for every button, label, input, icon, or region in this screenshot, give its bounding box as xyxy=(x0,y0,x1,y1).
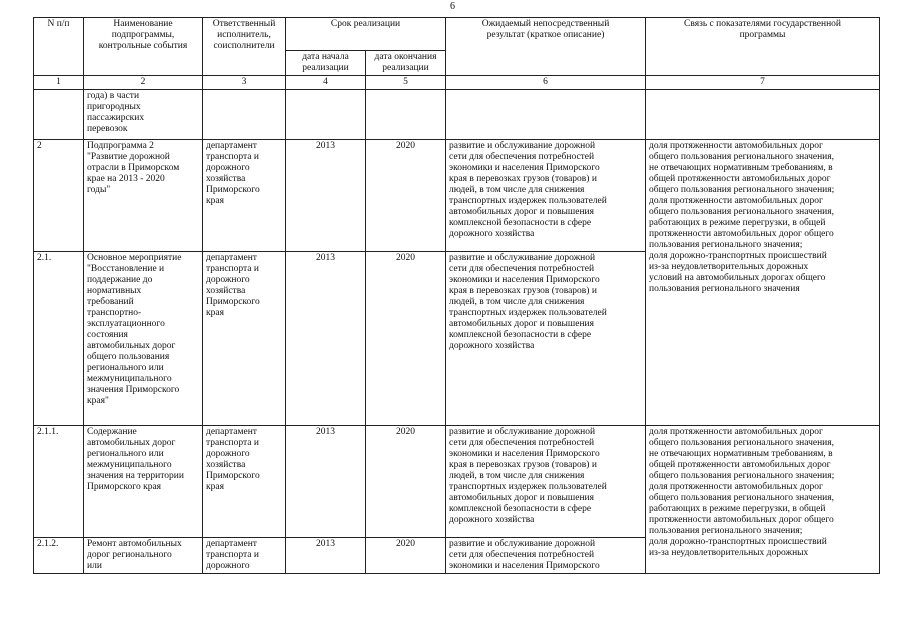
page-number: 6 xyxy=(450,1,455,12)
row-start: 2013 xyxy=(286,140,366,252)
header-end: дата окончания реализации xyxy=(366,51,446,76)
row-responsible: департамент транспорта и дорожного хозяйства Приморского края xyxy=(203,426,286,538)
row-link: доля протяженности автомобильных дорог общего пользования регионального значения, не отвечающих нормативным требованиям, в общей протяженности автомобильных дорог общего пользования регионального значения; доля протяженности автомобильных дорог общего пользования регионального значения, работающих в режиме перегрузки, в общей протяженности автомобильных дорог общего пользования регионального значения; доля дорожно-транспортных происшествий из-за неудовлетворительных дорожных xyxy=(646,426,880,574)
row-name: Основное мероприятие "Восстановление и поддержание до нормативных требований транспортно- эксплуатационного состояния автомобильных дорог общего пользования регионального или межмуниципального значения Приморского края" xyxy=(84,252,203,426)
row-num: 2 xyxy=(34,140,84,252)
col-number: 2 xyxy=(84,76,203,90)
header-responsible: Ответственный исполнитель, соисполнители xyxy=(203,18,286,76)
column-number-row xyxy=(34,76,880,90)
col-number: 1 xyxy=(34,76,84,90)
row-num: 2.1. xyxy=(34,252,84,426)
row-result: развитие и обслуживание дорожной сети для обеспечения потребностей экономики и населения Приморского края в перевозках грузов (товаров) и людей, в том числе для снижения транспортных издержек пользователей автомобильных дорог и повышения комплексной безопасности в сфере дорожного хозяйства xyxy=(446,140,646,252)
row-name: Ремонт автомобильных дорог регионального или xyxy=(84,538,203,574)
row-link: доля протяженности автомобильных дорог общего пользования регионального значения, не отвечающих нормативным требованиям, в общей протяженности автомобильных дорог общего пользования регионального значения; доля протяженности автомобильных дорог общего пользования регионального значения, работающих в режиме перегрузки, в общей протяженности автомобильных дорог общего пользования регионального значения; доля дорожно-транспортных происшествий из-за неудовлетворительных дорожных условий на автомобильных дорогах общего пользования регионального значения xyxy=(646,140,880,426)
row-result: развитие и обслуживание дорожной сети для обеспечения потребностей экономики и населения Приморского края в перевозках грузов (товаров) и людей, в том числе для снижения транспортных издержек пользователей автомобильных дорог и повышения комплексной безопасности в сфере дорожного хозяйства xyxy=(446,252,646,426)
col-number: 3 xyxy=(203,76,286,90)
col-number: 5 xyxy=(366,76,446,90)
row-result: развитие и обслуживание дорожной сети для обеспечения потребностей экономики и населения Приморского края в перевозках грузов (товаров) и людей, в том числе для снижения транспортных издержек пользователей автомобильных дорог и повышения комплексной безопасности в сфере дорожного хозяйства xyxy=(446,426,646,538)
col-number: 4 xyxy=(286,76,366,90)
table-row xyxy=(34,426,880,538)
header-num: N п/п xyxy=(34,18,84,76)
col-number: 7 xyxy=(646,76,880,90)
row-end: 2020 xyxy=(366,252,446,426)
row-responsible: департамент транспорта и дорожного хозяйства Приморского края xyxy=(203,140,286,252)
header-row xyxy=(34,18,880,51)
row-responsible: департамент транспорта и дорожного xyxy=(203,538,286,574)
row-start: 2013 xyxy=(286,538,366,574)
header-result: Ожидаемый непосредственный результат (краткое описание) xyxy=(446,18,646,76)
row-end: 2020 xyxy=(366,538,446,574)
header-link: Связь с показателями государственной программы xyxy=(646,18,880,76)
row-num: 2.1.2. xyxy=(34,538,84,574)
continuation-row xyxy=(34,90,880,140)
header-start: дата начала реализации xyxy=(286,51,366,76)
continuation-name: года) в части пригородных пассажирских перевозок xyxy=(84,90,203,140)
col-number: 6 xyxy=(446,76,646,90)
row-end: 2020 xyxy=(366,140,446,252)
row-name: Содержание автомобильных дорог регионального или межмуниципального значения на территории Приморского края xyxy=(84,426,203,538)
header-period: Срок реализации xyxy=(286,18,446,51)
row-start: 2013 xyxy=(286,252,366,426)
table-row xyxy=(34,140,880,252)
row-name: Подпрограмма 2 "Развитие дорожной отрасли в Приморском крае на 2013 - 2020 годы" xyxy=(84,140,203,252)
row-responsible: департамент транспорта и дорожного хозяйства Приморского края xyxy=(203,252,286,426)
row-start: 2013 xyxy=(286,426,366,538)
row-result: развитие и обслуживание дорожной сети для обеспечения потребностей экономики и населения Приморского xyxy=(446,538,646,574)
program-table xyxy=(33,17,880,574)
row-end: 2020 xyxy=(366,426,446,538)
header-name: Наименование подпрограммы, контрольные события xyxy=(84,18,203,76)
row-num: 2.1.1. xyxy=(34,426,84,538)
